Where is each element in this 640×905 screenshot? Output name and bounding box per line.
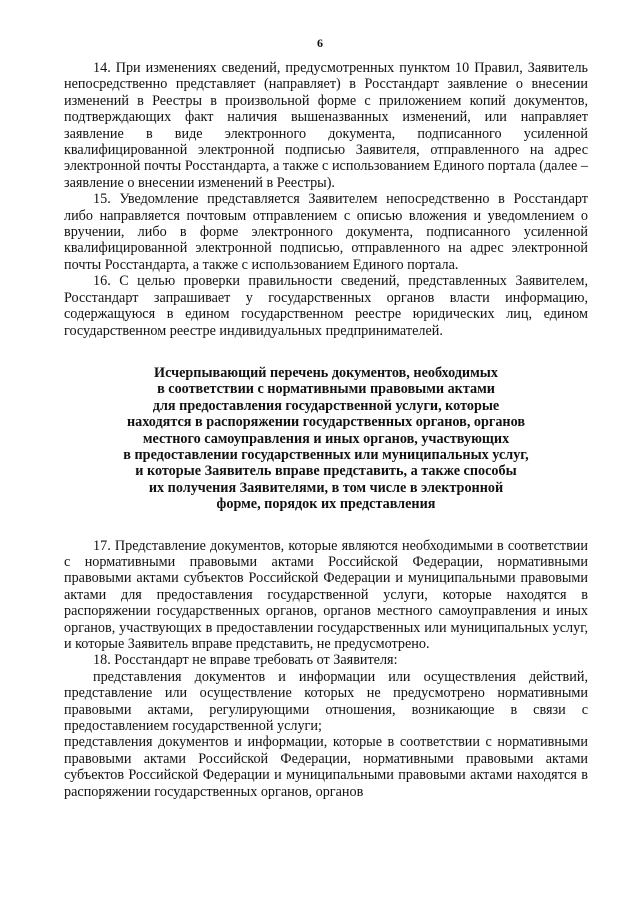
page-number: 6 xyxy=(317,36,323,50)
paragraph-14: 14. При изменениях сведений, предусмотренных пунктом 10 Правил, Заявитель непосредственно представляет (направляет) в Росстандарт заявление о внесении изменений в Реестры в произвольной форме с приложением копий документов, подтверждающих факт наличия вышеназванных изменений, или направляет заявление в виде электронного документа, подписанного усиленной квалифицированной электронной подписью Заявителя, отправленного на адрес электронной почты Росстандарта, а также с использованием Единого портала (далее – заявление о внесении изменений в Реестры). xyxy=(64,60,588,191)
paragraph-18-item-2: представления документов и информации, которые в соответствии с нормативными правовыми актами Российской Федерации, нормативными правовыми актами субъектов Российской Федерации и муниципальными правовыми актами находятся в распоряжении государственных органов, органов xyxy=(64,734,588,800)
section-heading-line: местного самоуправления и иных органов, участвующих xyxy=(142,430,510,447)
section-heading-line: в соответствии с нормативными правовыми актами xyxy=(157,381,495,398)
section-heading-line: находятся в распоряжении государственных органов, органов xyxy=(126,414,526,431)
paragraph-17: 17. Представление документов, которые являются необходимыми в соответствии с нормативными правовыми актами Российской Федерации, нормативными правовыми актами субъектов Российской Федерации и муниципальными правовыми актами для предоставления государственной услуги, которые находятся в распоряжении государственных органов, органов местного самоуправления и иных органов, участвующих в предоставлении государственных или муниципальных услуг, и которые Заявитель вправе представить, не предусмотрено. xyxy=(64,537,588,652)
section-heading-line: для предоставления государственной услуги, которые xyxy=(152,397,500,414)
section-heading xyxy=(64,365,588,513)
section-heading-line: форме, порядок их представления xyxy=(216,496,436,513)
paragraph-18: 18. Росстандарт не вправе требовать от Заявителя: xyxy=(93,652,398,669)
section-heading-line: в предоставлении государственных или муниципальных услуг, xyxy=(123,446,529,463)
document-body xyxy=(64,60,588,800)
paragraph-16: 16. С целью проверки правильности сведений, представленных Заявителем, Росстандарт запрашивает у государственных органов власти информацию, содержащуюся в едином государственном реестре юридических лиц, едином государственном реестре индивидуальных предпринимателей. xyxy=(64,273,588,339)
section-heading-line: их получения Заявителями, в том числе в электронной xyxy=(148,479,504,496)
section-heading-line: Исчерпывающий перечень документов, необходимых xyxy=(154,364,498,381)
paragraph-18-item-1: представления документов и информации или осуществления действий, представление или осуществление которых не предусмотрено нормативными правовыми актами, регулирующими отношения, возникающие в связи с предоставлением государственной услуги; xyxy=(64,668,588,735)
section-heading-line: и которые Заявитель вправе представить, а также способы xyxy=(135,463,517,480)
paragraph-15: 15. Уведомление представляется Заявителем непосредственно в Росстандарт либо направляется почтовым отправлением с описью вложения и уведомлением о вручении, либо в форме электронного документа, подписанного усиленной квалифицированной электронной подписью, отправленного на адрес электронной почты Росстандарта, а также с использованием Единого портала. xyxy=(64,191,588,273)
